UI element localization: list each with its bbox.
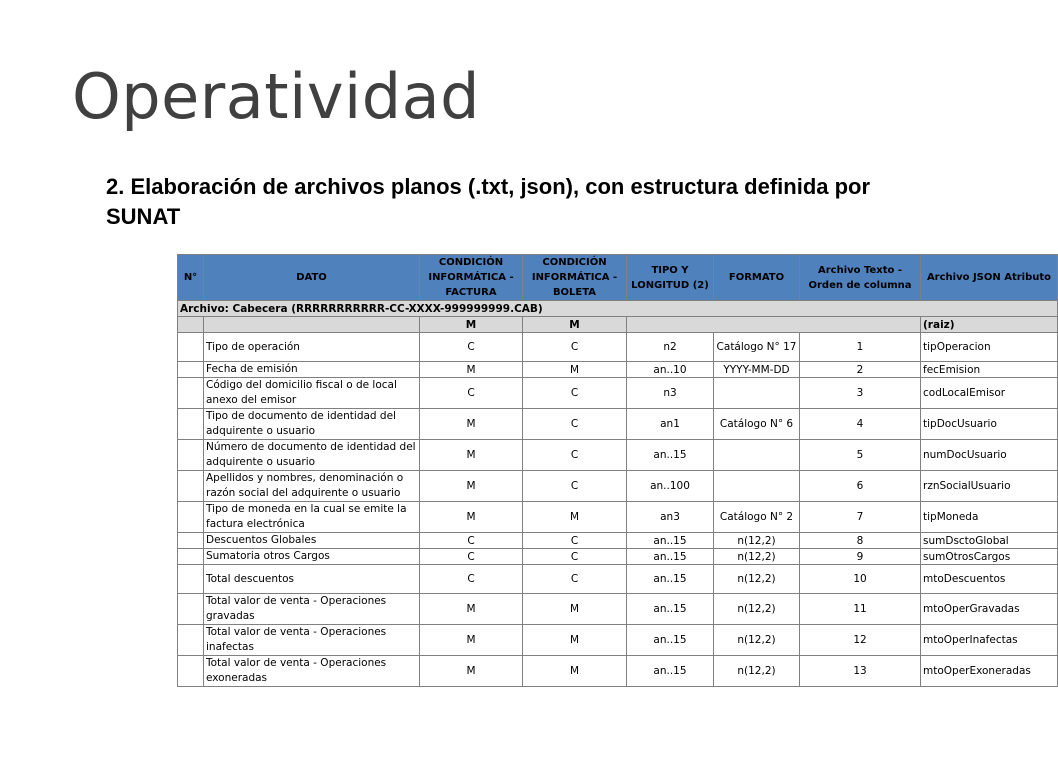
cell-boleta: M [523,656,627,687]
root-cell-empty [627,317,921,333]
cell-tipo: an..15 [627,533,714,549]
cell-tipo: an3 [627,502,714,533]
cell-json: numDocUsuario [921,440,1058,471]
cell-tipo: an..15 [627,594,714,625]
cell-factura: M [420,625,523,656]
table-row [178,409,1058,440]
cell-dato: Total valor de venta - Operaciones gravadas [204,594,420,625]
table-row [178,594,1058,625]
cell-json: tipOperacion [921,333,1058,362]
cell-dato: Sumatoria otros Cargos [204,549,420,565]
cell-nro [178,656,204,687]
cell-factura: C [420,333,523,362]
header-orden-columna: Archivo Texto - Orden de columna [800,255,921,301]
cell-formato: n(12,2) [714,565,800,594]
root-cell-empty [178,317,204,333]
cell-orden: 4 [800,409,921,440]
root-factura: M [420,317,523,333]
root-row [178,317,1058,333]
cell-tipo: an..100 [627,471,714,502]
cell-orden: 7 [800,502,921,533]
cell-formato: n(12,2) [714,656,800,687]
cell-boleta: M [523,362,627,378]
cell-boleta: C [523,378,627,409]
cell-boleta: C [523,440,627,471]
cell-nro [178,471,204,502]
cell-dato: Total descuentos [204,565,420,594]
cell-boleta: C [523,471,627,502]
cell-tipo: n2 [627,333,714,362]
cell-formato: n(12,2) [714,625,800,656]
table-row [178,471,1058,502]
cell-factura: M [420,362,523,378]
cell-boleta: C [523,333,627,362]
cell-dato: Descuentos Globales [204,533,420,549]
table-row [178,440,1058,471]
cell-orden: 8 [800,533,921,549]
cell-orden: 6 [800,471,921,502]
cell-nro [178,594,204,625]
cell-orden: 2 [800,362,921,378]
cell-orden: 10 [800,565,921,594]
table-row [178,502,1058,533]
cell-formato: n(12,2) [714,594,800,625]
table-row [178,362,1058,378]
cell-json: sumOtrosCargos [921,549,1058,565]
table-row [178,333,1058,362]
cell-nro [178,333,204,362]
cell-factura: C [420,533,523,549]
cell-orden: 3 [800,378,921,409]
table-header-row [178,255,1058,301]
cell-tipo: an..15 [627,625,714,656]
slide-subtitle: 2. Elaboración de archivos planos (.txt, json), con estructura definida por SUNAT [106,174,871,229]
cell-tipo: an..15 [627,549,714,565]
cell-boleta: C [523,549,627,565]
cell-json: rznSocialUsuario [921,471,1058,502]
cell-orden: 13 [800,656,921,687]
header-json-atributo: Archivo JSON Atributo [921,255,1058,301]
table-row [178,656,1058,687]
cell-nro [178,549,204,565]
cell-boleta: C [523,533,627,549]
cell-factura: M [420,502,523,533]
cell-formato: YYYY-MM-DD [714,362,800,378]
table-row [178,378,1058,409]
cell-tipo: an1 [627,409,714,440]
cell-orden: 1 [800,333,921,362]
cell-formato: n(12,2) [714,533,800,549]
cell-dato: Tipo de operación [204,333,420,362]
cell-json: tipMoneda [921,502,1058,533]
cell-dato: Total valor de venta - Operaciones exoneradas [204,656,420,687]
cell-factura: M [420,656,523,687]
cell-nro [178,533,204,549]
cell-factura: C [420,565,523,594]
cell-nro [178,362,204,378]
cell-tipo: an..15 [627,656,714,687]
header-cond-factura: CONDICIÓN INFORMÁTICA - FACTURA [420,255,523,301]
cell-dato: Fecha de emisión [204,362,420,378]
cell-dato: Total valor de venta - Operaciones inafectas [204,625,420,656]
cell-json: tipDocUsuario [921,409,1058,440]
cell-orden: 12 [800,625,921,656]
cell-orden: 11 [800,594,921,625]
cell-factura: M [420,440,523,471]
root-cell-empty [204,317,420,333]
cell-tipo: n3 [627,378,714,409]
cell-factura: M [420,594,523,625]
cell-nro [178,440,204,471]
cell-nro [178,565,204,594]
header-cond-boleta: CONDICIÓN INFORMÁTICA - BOLETA [523,255,627,301]
cell-formato [714,440,800,471]
cell-nro [178,502,204,533]
cell-orden: 5 [800,440,921,471]
cell-json: sumDsctoGlobal [921,533,1058,549]
table-row [178,533,1058,549]
cell-factura: M [420,409,523,440]
cell-factura: C [420,549,523,565]
cell-json: mtoOperExoneradas [921,656,1058,687]
table-row [178,625,1058,656]
cell-factura: M [420,471,523,502]
cell-formato: Catálogo N° 17 [714,333,800,362]
cell-json: mtoDescuentos [921,565,1058,594]
file-row-label: Archivo: Cabecera (RRRRRRRRRRR-CC-XXXX-999999999.CAB) [178,301,1058,317]
cell-boleta: M [523,594,627,625]
cell-factura: C [420,378,523,409]
table-row [178,549,1058,565]
cell-orden: 9 [800,549,921,565]
cell-tipo: an..10 [627,362,714,378]
cell-nro [178,378,204,409]
cell-nro [178,625,204,656]
cell-boleta: C [523,409,627,440]
spec-table-container [177,254,1052,684]
cell-dato: Código del domicilio fiscal o de local anexo del emisor [204,378,420,409]
cell-boleta: M [523,502,627,533]
cell-json: mtoOperGravadas [921,594,1058,625]
header-dato: DATO [204,255,420,301]
cell-nro [178,409,204,440]
cell-boleta: C [523,565,627,594]
root-json: (raiz) [921,317,1058,333]
cell-json: mtoOperInafectas [921,625,1058,656]
cell-tipo: an..15 [627,440,714,471]
cell-json: codLocalEmisor [921,378,1058,409]
cell-formato: Catálogo N° 6 [714,409,800,440]
header-tipo-longitud: TIPO Y LONGITUD (2) [627,255,714,301]
cell-tipo: an..15 [627,565,714,594]
cell-json: fecEmision [921,362,1058,378]
cell-dato: Apellidos y nombres, denominación o razón social del adquirente o usuario [204,471,420,502]
cell-dato: Tipo de moneda en la cual se emite la factura electrónica [204,502,420,533]
cell-boleta: M [523,625,627,656]
cell-formato [714,471,800,502]
spec-table [177,254,1058,687]
cell-formato: n(12,2) [714,549,800,565]
cell-dato: Número de documento de identidad del adquirente o usuario [204,440,420,471]
cell-dato: Tipo de documento de identidad del adquirente o usuario [204,409,420,440]
header-nro: N° [178,255,204,301]
root-boleta: M [523,317,627,333]
cell-formato [714,378,800,409]
table-row [178,565,1058,594]
slide-title: Operatividad [72,60,480,133]
cell-formato: Catálogo N° 2 [714,502,800,533]
header-formato: FORMATO [714,255,800,301]
file-row [178,301,1058,317]
